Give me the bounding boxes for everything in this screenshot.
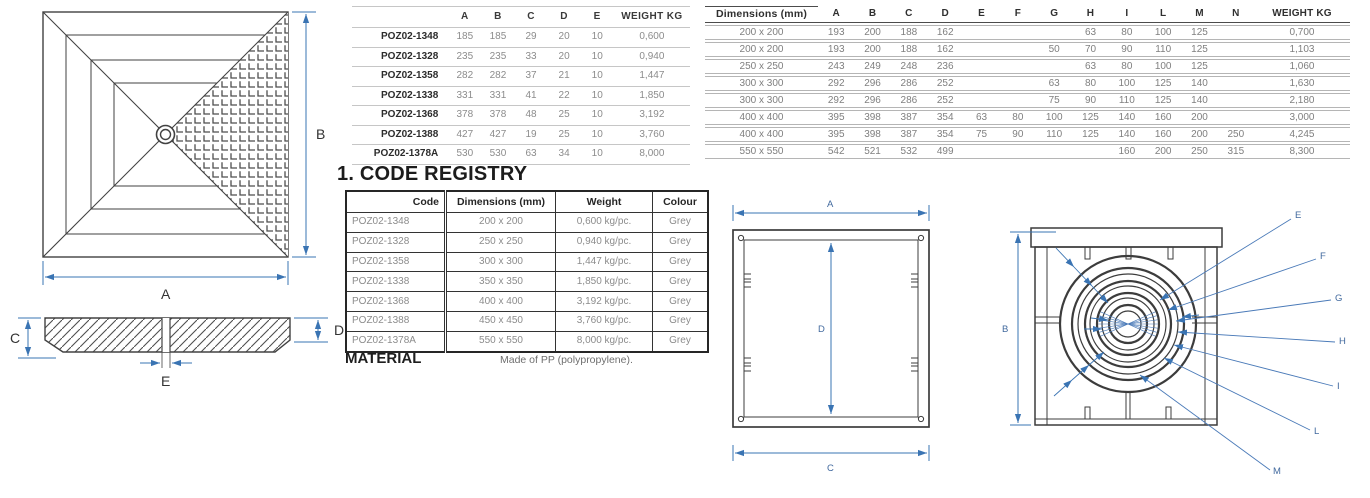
table-cell: Grey bbox=[653, 213, 709, 233]
table-cell: 3,192 kg/pc. bbox=[556, 292, 653, 312]
table-cell: 521 bbox=[854, 144, 890, 159]
table-cell: 398 bbox=[854, 127, 890, 142]
table-cell: 200 bbox=[854, 42, 890, 57]
table-cell: 0,700 bbox=[1254, 25, 1350, 40]
table-row bbox=[352, 106, 690, 126]
table-cell: POZ02-1348 bbox=[346, 213, 446, 233]
column-header: C bbox=[514, 7, 547, 28]
table-cell: 0,600 kg/pc. bbox=[556, 213, 653, 233]
dim-a bbox=[43, 261, 288, 285]
table-row bbox=[346, 272, 708, 292]
table-cell bbox=[1000, 25, 1036, 40]
column-header: E bbox=[963, 6, 999, 23]
table-cell: POZ02-1378A bbox=[352, 145, 448, 165]
column-header: Colour bbox=[653, 191, 709, 213]
table-row bbox=[705, 93, 1350, 108]
material-note: Made of PP (polypropylene). bbox=[500, 354, 633, 366]
table-cell: 235 bbox=[481, 47, 514, 67]
table-cell: 331 bbox=[448, 86, 481, 106]
column-header: Dimensions (mm) bbox=[705, 6, 818, 23]
table-cell: POZ02-1358 bbox=[346, 252, 446, 272]
table-cell: 3,000 bbox=[1254, 110, 1350, 125]
table-cell: 140 bbox=[1109, 110, 1145, 125]
table-cell: 400 x 400 bbox=[705, 110, 818, 125]
table-cell: 550 x 550 bbox=[705, 144, 818, 159]
table-row bbox=[352, 125, 690, 145]
table-cell: 37 bbox=[514, 67, 547, 87]
table-cell: 200 bbox=[1181, 110, 1217, 125]
table-cell: 248 bbox=[891, 59, 927, 74]
table-cell: 286 bbox=[891, 93, 927, 108]
grate-spec-table bbox=[352, 6, 690, 165]
table-cell: 250 bbox=[1218, 127, 1254, 142]
table-cell: 185 bbox=[481, 28, 514, 48]
table-cell: 100 bbox=[1109, 76, 1145, 91]
table-cell: 300 x 300 bbox=[705, 76, 818, 91]
code-registry-table bbox=[345, 190, 709, 353]
table-cell: 542 bbox=[818, 144, 854, 159]
table-cell: 63 bbox=[963, 110, 999, 125]
table-cell: 250 bbox=[1181, 144, 1217, 159]
table-cell: 3,760 kg/pc. bbox=[556, 311, 653, 331]
table-cell: 193 bbox=[818, 25, 854, 40]
table-cell: 21 bbox=[548, 67, 581, 87]
table-row bbox=[346, 331, 708, 351]
column-header: G bbox=[1036, 6, 1072, 23]
table-cell: 0,600 bbox=[614, 28, 690, 48]
table-cell: 427 bbox=[448, 125, 481, 145]
table-cell: 250 x 250 bbox=[446, 232, 556, 252]
table-cell: 296 bbox=[854, 93, 890, 108]
table-cell: 395 bbox=[818, 127, 854, 142]
table-cell: 34 bbox=[548, 145, 581, 165]
table-row bbox=[705, 144, 1350, 159]
table-cell: 125 bbox=[1072, 127, 1108, 142]
table-cell: Grey bbox=[653, 292, 709, 312]
table-cell: 282 bbox=[481, 67, 514, 87]
table-cell: 160 bbox=[1109, 144, 1145, 159]
table-cell: 395 bbox=[818, 110, 854, 125]
dim-label-e: E bbox=[161, 373, 171, 389]
table-cell: POZ02-1368 bbox=[352, 106, 448, 126]
table-cell: POZ02-1338 bbox=[346, 272, 446, 292]
header-row bbox=[352, 7, 690, 28]
dim-label-c: C bbox=[10, 330, 21, 346]
table-cell bbox=[1036, 144, 1072, 159]
table-cell bbox=[1072, 144, 1108, 159]
header-row bbox=[346, 191, 708, 213]
table-cell: 125 bbox=[1181, 25, 1217, 40]
table-row bbox=[352, 86, 690, 106]
table-cell bbox=[963, 93, 999, 108]
table-cell: 80 bbox=[1109, 59, 1145, 74]
table-cell: 70 bbox=[1072, 42, 1108, 57]
table-cell: 300 x 300 bbox=[705, 93, 818, 108]
table-cell: POZ02-1358 bbox=[352, 67, 448, 87]
table-cell: 1,060 bbox=[1254, 59, 1350, 74]
table-cell: POZ02-1328 bbox=[352, 47, 448, 67]
section-title: 1. CODE REGISTRY bbox=[337, 163, 528, 185]
table-cell: 75 bbox=[1036, 93, 1072, 108]
table-cell: 354 bbox=[927, 127, 963, 142]
dim-label-d: D bbox=[334, 322, 345, 338]
table-cell: 90 bbox=[1000, 127, 1036, 142]
table-cell: 550 x 550 bbox=[446, 331, 556, 351]
column-header: B bbox=[854, 6, 890, 23]
table-cell: Grey bbox=[653, 311, 709, 331]
table-cell: 249 bbox=[854, 59, 890, 74]
table-cell: 200 bbox=[854, 25, 890, 40]
table-cell bbox=[963, 25, 999, 40]
leader-labels bbox=[1273, 210, 1346, 477]
table-cell: 90 bbox=[1109, 42, 1145, 57]
dim-label-c: C bbox=[827, 463, 834, 474]
table-cell: 1,447 bbox=[614, 67, 690, 87]
column-header: D bbox=[548, 7, 581, 28]
table-cell bbox=[1036, 25, 1072, 40]
table-cell: 188 bbox=[891, 25, 927, 40]
table-cell: 10 bbox=[581, 47, 614, 67]
table-cell: POZ02-1368 bbox=[346, 292, 446, 312]
leader-label-h: H bbox=[1339, 336, 1346, 347]
table-cell: 8,000 bbox=[614, 145, 690, 165]
table-cell bbox=[1000, 93, 1036, 108]
table-cell: 193 bbox=[818, 42, 854, 57]
table-cell: 50 bbox=[1036, 42, 1072, 57]
column-header bbox=[352, 7, 448, 28]
column-header: C bbox=[891, 6, 927, 23]
column-header: E bbox=[581, 7, 614, 28]
column-header: I bbox=[1109, 6, 1145, 23]
column-header: M bbox=[1181, 6, 1217, 23]
table-cell: 63 bbox=[1072, 25, 1108, 40]
table-cell: 125 bbox=[1145, 76, 1181, 91]
table-cell: 20 bbox=[548, 47, 581, 67]
table-cell: 22 bbox=[548, 86, 581, 106]
table-cell: POZ02-1388 bbox=[352, 125, 448, 145]
column-header: WEIGHT KG bbox=[614, 7, 690, 28]
leader-label-f: F bbox=[1320, 251, 1326, 262]
table-cell: 100 bbox=[1036, 110, 1072, 125]
table-cell: 427 bbox=[481, 125, 514, 145]
table-cell: 110 bbox=[1036, 127, 1072, 142]
table-cell: 0,940 bbox=[614, 47, 690, 67]
table-cell: 10 bbox=[581, 67, 614, 87]
table-cell: 75 bbox=[963, 127, 999, 142]
table-cell: 8,300 bbox=[1254, 144, 1350, 159]
table-cell bbox=[1000, 42, 1036, 57]
table-cell: 80 bbox=[1072, 76, 1108, 91]
table-cell: 1,850 kg/pc. bbox=[556, 272, 653, 292]
table-cell bbox=[1218, 76, 1254, 91]
table-cell: 282 bbox=[448, 67, 481, 87]
table-cell: 41 bbox=[514, 86, 547, 106]
table-cell: POZ02-1378A bbox=[346, 331, 446, 351]
table-cell bbox=[963, 76, 999, 91]
table-row bbox=[705, 76, 1350, 91]
table-cell: 80 bbox=[1000, 110, 1036, 125]
table-cell: 387 bbox=[891, 127, 927, 142]
table-cell: 532 bbox=[891, 144, 927, 159]
table-cell: 350 x 350 bbox=[446, 272, 556, 292]
table-cell: 100 bbox=[1145, 59, 1181, 74]
table-cell: 315 bbox=[1218, 144, 1254, 159]
table-cell: 125 bbox=[1181, 42, 1217, 57]
table-cell: 160 bbox=[1145, 110, 1181, 125]
table-cell: Grey bbox=[653, 232, 709, 252]
table-cell: Grey bbox=[653, 272, 709, 292]
table-cell: 125 bbox=[1145, 93, 1181, 108]
dim-label-a: A bbox=[827, 199, 834, 210]
table-cell: 48 bbox=[514, 106, 547, 126]
table-cell: 530 bbox=[481, 145, 514, 165]
center-fan-lines bbox=[1098, 312, 1158, 336]
table-cell: 292 bbox=[818, 76, 854, 91]
table-row bbox=[352, 67, 690, 87]
table-cell: 530 bbox=[448, 145, 481, 165]
material-label: MATERIAL bbox=[345, 350, 422, 367]
table-cell: 8,000 kg/pc. bbox=[556, 331, 653, 351]
table-cell: 236 bbox=[927, 59, 963, 74]
antislip-texture bbox=[166, 12, 289, 257]
table-row bbox=[705, 42, 1350, 57]
table-row bbox=[705, 110, 1350, 125]
dim-label-a: A bbox=[161, 286, 171, 302]
slot bbox=[162, 318, 170, 352]
table-row bbox=[346, 292, 708, 312]
table-row bbox=[346, 311, 708, 331]
table-cell: 63 bbox=[514, 145, 547, 165]
table-row bbox=[352, 28, 690, 48]
table-cell: 0,940 kg/pc. bbox=[556, 232, 653, 252]
table-cell: 63 bbox=[1036, 76, 1072, 91]
leader-label-g: G bbox=[1335, 293, 1343, 304]
table-cell bbox=[1000, 59, 1036, 74]
table-cell: POZ02-1348 bbox=[352, 28, 448, 48]
body-dimensions-table bbox=[705, 4, 1350, 161]
column-header: Code bbox=[346, 191, 446, 213]
table-row bbox=[346, 232, 708, 252]
table-cell: 200 bbox=[1181, 127, 1217, 142]
table-cell: 33 bbox=[514, 47, 547, 67]
leader-label-i: I bbox=[1337, 381, 1340, 392]
center-boss-inner bbox=[161, 130, 171, 140]
table-cell: 25 bbox=[548, 106, 581, 126]
table-cell: 250 x 250 bbox=[705, 59, 818, 74]
table-cell: 200 bbox=[1145, 144, 1181, 159]
table-cell bbox=[1218, 59, 1254, 74]
table-cell: 80 bbox=[1109, 25, 1145, 40]
table-cell: 29 bbox=[514, 28, 547, 48]
dim-label-d: D bbox=[818, 324, 825, 335]
column-header: F bbox=[1000, 6, 1036, 23]
table-cell: POZ02-1328 bbox=[346, 232, 446, 252]
table-cell: 162 bbox=[927, 25, 963, 40]
table-cell: 400 x 400 bbox=[446, 292, 556, 312]
column-header: L bbox=[1145, 6, 1181, 23]
table-cell: 378 bbox=[481, 106, 514, 126]
table-cell: 235 bbox=[448, 47, 481, 67]
table-cell bbox=[1218, 93, 1254, 108]
column-header: A bbox=[818, 6, 854, 23]
table-row bbox=[705, 59, 1350, 74]
table-cell: 252 bbox=[927, 76, 963, 91]
table-cell bbox=[1036, 59, 1072, 74]
table-cell: 243 bbox=[818, 59, 854, 74]
table-cell: 10 bbox=[581, 145, 614, 165]
table-cell bbox=[1218, 25, 1254, 40]
leader-label-m: M bbox=[1273, 466, 1281, 477]
column-header: N bbox=[1218, 6, 1254, 23]
table-cell: 3,760 bbox=[614, 125, 690, 145]
table-cell: 185 bbox=[448, 28, 481, 48]
column-header: B bbox=[481, 7, 514, 28]
table-cell: 1,630 bbox=[1254, 76, 1350, 91]
header-row bbox=[705, 6, 1350, 23]
table-cell: 1,850 bbox=[614, 86, 690, 106]
table-cell bbox=[1000, 76, 1036, 91]
table-cell: 354 bbox=[927, 110, 963, 125]
table-cell: 387 bbox=[891, 110, 927, 125]
frame-bottom-view-drawing bbox=[996, 196, 1370, 496]
grate-section-drawing bbox=[8, 302, 353, 398]
table-cell: 331 bbox=[481, 86, 514, 106]
table-cell bbox=[963, 144, 999, 159]
dim-label-b: B bbox=[316, 126, 326, 142]
dim-d bbox=[294, 318, 328, 342]
table-cell: 125 bbox=[1072, 110, 1108, 125]
dim-b bbox=[292, 12, 316, 257]
table-cell: 499 bbox=[927, 144, 963, 159]
table-cell bbox=[963, 42, 999, 57]
table-cell: 252 bbox=[927, 93, 963, 108]
table-cell: 292 bbox=[818, 93, 854, 108]
grate-top-view-drawing bbox=[40, 8, 370, 303]
table-cell: 450 x 450 bbox=[446, 311, 556, 331]
column-header: WEIGHT KG bbox=[1254, 6, 1350, 23]
table-cell: 300 x 300 bbox=[446, 252, 556, 272]
table-row bbox=[705, 25, 1350, 40]
dim-label-b: B bbox=[1002, 324, 1009, 335]
column-header: Weight bbox=[556, 191, 653, 213]
table-cell: 25 bbox=[548, 125, 581, 145]
table-cell: 398 bbox=[854, 110, 890, 125]
table-cell: 140 bbox=[1109, 127, 1145, 142]
table-cell: 140 bbox=[1181, 93, 1217, 108]
table-cell: 286 bbox=[891, 76, 927, 91]
table-cell: 10 bbox=[581, 28, 614, 48]
table-row bbox=[705, 127, 1350, 142]
table-cell: 90 bbox=[1072, 93, 1108, 108]
table-cell: POZ02-1388 bbox=[346, 311, 446, 331]
table-cell: 10 bbox=[581, 106, 614, 126]
table-cell: 200 x 200 bbox=[446, 213, 556, 233]
column-header: Dimensions (mm) bbox=[446, 191, 556, 213]
table-cell: 160 bbox=[1145, 127, 1181, 142]
table-cell bbox=[1218, 42, 1254, 57]
column-header: A bbox=[448, 7, 481, 28]
table-cell: 125 bbox=[1181, 59, 1217, 74]
table-cell: 3,192 bbox=[614, 106, 690, 126]
table-cell: 19 bbox=[514, 125, 547, 145]
table-cell bbox=[1218, 110, 1254, 125]
table-cell: 10 bbox=[581, 86, 614, 106]
frame-top-view-drawing bbox=[723, 196, 958, 488]
table-cell: 63 bbox=[1072, 59, 1108, 74]
table-row bbox=[346, 252, 708, 272]
column-header: H bbox=[1072, 6, 1108, 23]
table-cell: 162 bbox=[927, 42, 963, 57]
table-cell: 378 bbox=[448, 106, 481, 126]
table-cell: 1,103 bbox=[1254, 42, 1350, 57]
table-cell: 2,180 bbox=[1254, 93, 1350, 108]
table-cell: 10 bbox=[581, 125, 614, 145]
leader-label-l: L bbox=[1314, 426, 1320, 437]
leader-label-e: E bbox=[1295, 210, 1302, 221]
dim-e-ext bbox=[162, 352, 170, 368]
table-row bbox=[346, 213, 708, 233]
table-cell bbox=[963, 59, 999, 74]
table-cell: 188 bbox=[891, 42, 927, 57]
table-row bbox=[352, 47, 690, 67]
table-cell: 110 bbox=[1109, 93, 1145, 108]
leader-lines bbox=[1140, 219, 1335, 470]
table-cell: 200 x 200 bbox=[705, 42, 818, 57]
table-cell: 400 x 400 bbox=[705, 127, 818, 142]
column-header: D bbox=[927, 6, 963, 23]
table-cell: 296 bbox=[854, 76, 890, 91]
table-cell bbox=[1000, 144, 1036, 159]
table-cell: Grey bbox=[653, 252, 709, 272]
table-cell: 1,447 kg/pc. bbox=[556, 252, 653, 272]
dim-c bbox=[733, 445, 929, 461]
table-cell: 4,245 bbox=[1254, 127, 1350, 142]
table-cell: 110 bbox=[1145, 42, 1181, 57]
dim-b bbox=[1010, 232, 1056, 425]
table-cell: 100 bbox=[1145, 25, 1181, 40]
table-cell: POZ02-1338 bbox=[352, 86, 448, 106]
table-cell: Grey bbox=[653, 331, 709, 351]
table-cell: 20 bbox=[548, 28, 581, 48]
table-cell: 200 x 200 bbox=[705, 25, 818, 40]
table-cell: 140 bbox=[1181, 76, 1217, 91]
table-row bbox=[352, 145, 690, 165]
